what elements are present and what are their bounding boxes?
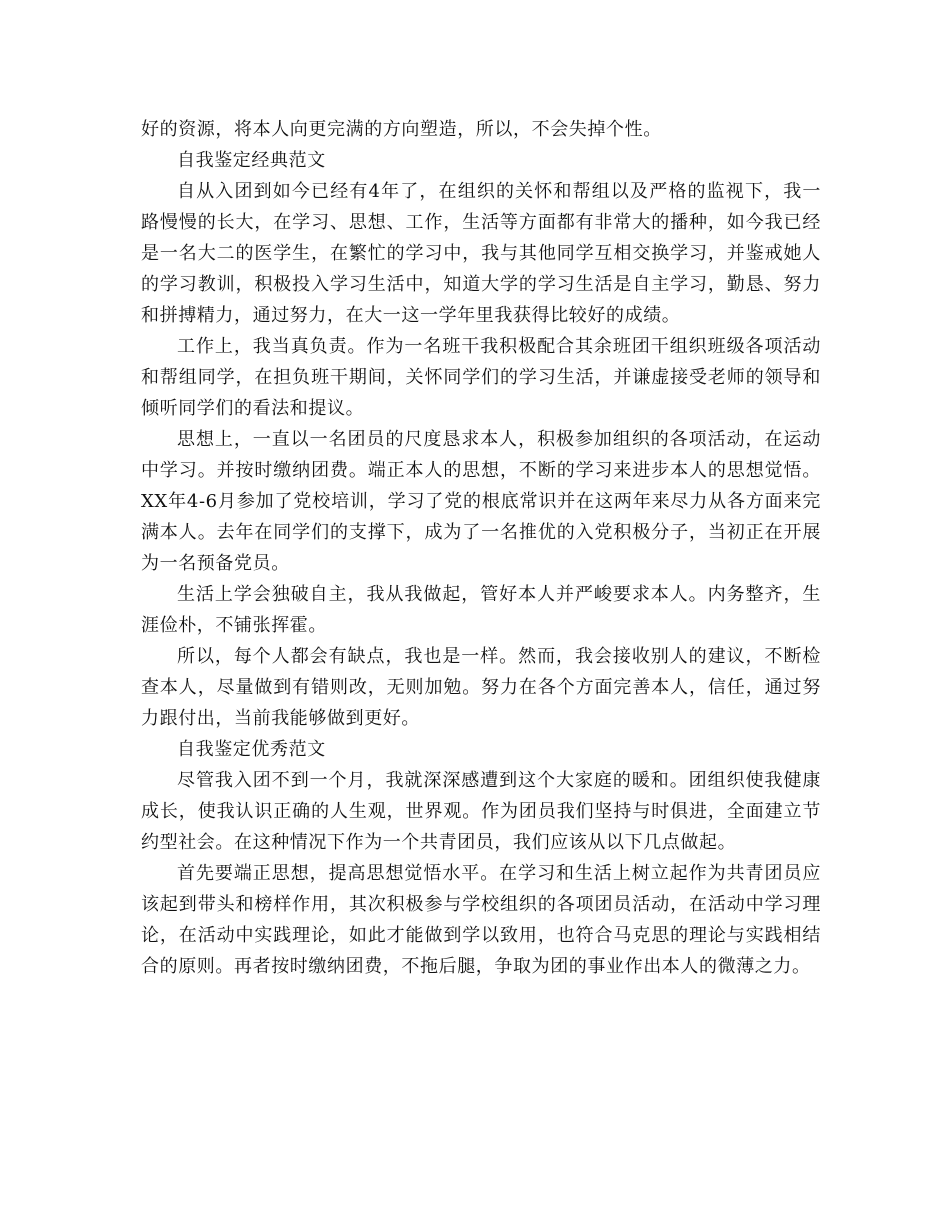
paragraph: 所以，每个人都会有缺点，我也是一样。然而，我会接收别人的建议，不断检查本人，尽量做到有错则改，无则加勉。努力在各个方面完善本人，信任，通过努力跟付出，当前我能够做到更好。 [141, 646, 821, 729]
paragraph: 生活上学会独破自主，我从我做起，管好本人并严峻要求本人。内务整齐，生涯俭朴，不铺张挥霍。 [141, 584, 821, 636]
document-body [141, 114, 821, 982]
section-heading-classic: 自我鉴定经典范文 [177, 150, 326, 171]
paragraph: 自从入团到如今已经有4年了，在组织的关怀和帮组以及严格的监视下，我一路慢慢的长大，在学习、思想、工作，生活等方面都有非常大的播种，如今我已经是一名大二的医学生，在繁忙的学习中，我与其他同学互相交换学习，并鉴戒她人的学习教训，积极投入学习生活中，知道大学的学习生活是自主学习，勤恳、努力和拼搏精力，通过努力，在大一这一学年里我获得比较好的成绩。 [141, 181, 821, 326]
paragraph: 思想上，一直以一名团员的尺度恳求本人，积极参加组织的各项活动，在运动中学习。并按时缴纳团费。端正本人的思想，不断的学习来进步本人的思想觉悟。XX年4-6月参加了党校培训，学习了党的根底常识并在这两年来尽力从各方面来完满本人。去年在同学们的支撑下，成为了一名推优的入党积极分子，当初正在开展为一名预备党员。 [141, 429, 821, 574]
paragraph-continuation: 好的资源，将本人向更完满的方向塑造，所以，不会失掉个性。 [141, 119, 662, 140]
paragraph: 工作上，我当真负责。作为一名班干我积极配合其余班团干组织班级各项活动和帮组同学，在担负班干期间，关怀同学们的学习生活，并谦虚接受老师的领导和倾听同学们的看法和提议。 [141, 336, 821, 419]
paragraph: 尽管我入团不到一个月，我就深深感遭到这个大家庭的暖和。团组织使我健康成长，使我认识正确的人生观，世界观。作为团员我们坚持与时俱进，全面建立节约型社会。在这种情况下作为一个共青团员，我们应该从以下几点做起。 [141, 770, 821, 853]
section-heading-excellent: 自我鉴定优秀范文 [177, 739, 326, 760]
paragraph: 首先要端正思想，提高思想觉悟水平。在学习和生活上树立起作为共青团员应该起到带头和榜样作用，其次积极参与学校组织的各项团员活动，在活动中学习理论，在活动中实践理论，如此才能做到学以致用，也符合马克思的理论与实践相结合的原则。再者按时缴纳团费，不拖后腿，争取为团的事业作出本人的微薄之力。 [141, 863, 821, 977]
